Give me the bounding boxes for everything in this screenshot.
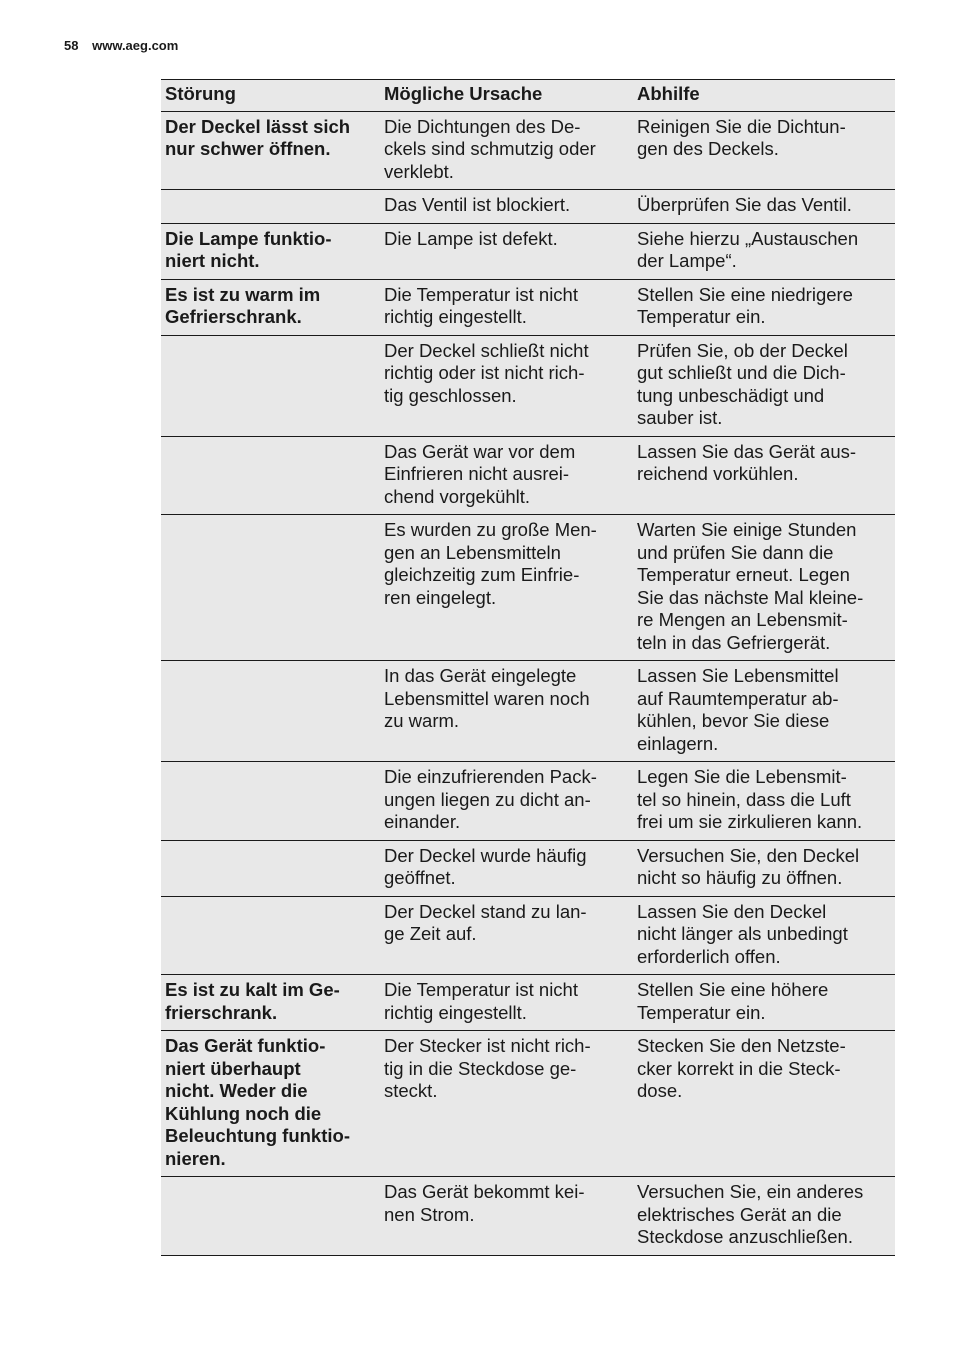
cause-cell: Der Deckel schließt nicht richtig oder ist nicht rich- tig geschlossen.: [380, 335, 633, 436]
cause-cell: Das Gerät bekommt kei- nen Strom.: [380, 1177, 633, 1256]
remedy-cell: Stellen Sie eine niedrigere Temperatur ein.: [633, 279, 895, 335]
table-row: [161, 111, 895, 190]
table-row: [161, 762, 895, 841]
problem-cell: [161, 190, 380, 224]
remedy-cell: Reinigen Sie die Dichtun- gen des Deckels.: [633, 111, 895, 190]
problem-cell: Es ist zu warm im Gefrierschrank.: [161, 279, 380, 335]
problem-cell: [161, 335, 380, 436]
remedy-cell: Versuchen Sie, ein anderes elektrisches Gerät an die Steckdose anzuschließen.: [633, 1177, 895, 1256]
cause-cell: Das Gerät war vor dem Einfrieren nicht ausrei- chend vorgekühlt.: [380, 436, 633, 515]
problem-cell: Die Lampe funktio- niert nicht.: [161, 223, 380, 279]
site-url: www.aeg.com: [92, 38, 179, 53]
table-row: [161, 896, 895, 975]
cause-cell: Der Deckel stand zu lan- ge Zeit auf.: [380, 896, 633, 975]
problem-cell: Das Gerät funktio- niert überhaupt nicht. Weder die Kühlung noch die Beleuchtung funktio- nieren.: [161, 1031, 380, 1177]
table-row: [161, 279, 895, 335]
table-header-row: [161, 80, 895, 112]
remedy-cell: Stecken Sie den Netzste- cker korrekt in die Steck- dose.: [633, 1031, 895, 1177]
remedy-cell: Legen Sie die Lebensmit- tel so hinein, dass die Luft frei um sie zirkulieren kann.: [633, 762, 895, 841]
table-row: [161, 661, 895, 762]
remedy-cell: Lassen Sie den Deckel nicht länger als unbedingt erforderlich offen.: [633, 896, 895, 975]
problem-cell: Es ist zu kalt im Ge- frierschrank.: [161, 975, 380, 1031]
cause-cell: Die Temperatur ist nicht richtig eingestellt.: [380, 975, 633, 1031]
table-row: [161, 1031, 895, 1177]
remedy-cell: Überprüfen Sie das Ventil.: [633, 190, 895, 224]
cause-cell: Es wurden zu große Men- gen an Lebensmitteln gleichzeitig zum Einfrie- ren eingelegt.: [380, 515, 633, 661]
cause-cell: Die Dichtungen des De- ckels sind schmutzig oder verklebt.: [380, 111, 633, 190]
table-row: [161, 223, 895, 279]
remedy-cell: Stellen Sie eine höhere Temperatur ein.: [633, 975, 895, 1031]
page-number: 58: [64, 38, 79, 53]
cause-cell: Der Deckel wurde häufig geöffnet.: [380, 840, 633, 896]
table-row: [161, 840, 895, 896]
remedy-cell: Lassen Sie das Gerät aus- reichend vorkühlen.: [633, 436, 895, 515]
problem-cell: Der Deckel lässt sich nur schwer öffnen.: [161, 111, 380, 190]
cause-cell: Der Stecker ist nicht rich- tig in die Steckdose ge- steckt.: [380, 1031, 633, 1177]
table-row: [161, 975, 895, 1031]
column-header-problem: Störung: [161, 80, 380, 112]
problem-cell: [161, 436, 380, 515]
table-row: [161, 436, 895, 515]
page-header: [64, 38, 178, 53]
remedy-cell: Versuchen Sie, den Deckel nicht so häufig zu öffnen.: [633, 840, 895, 896]
problem-cell: [161, 661, 380, 762]
remedy-cell: Warten Sie einige Stunden und prüfen Sie dann die Temperatur erneut. Legen Sie das nächste Mal kleine- re Mengen an Lebensmit- teln in das Gefriergerät.: [633, 515, 895, 661]
remedy-cell: Siehe hierzu „Austauschen der Lampe“.: [633, 223, 895, 279]
cause-cell: Die einzufrierenden Pack- ungen liegen zu dicht an- einander.: [380, 762, 633, 841]
column-header-cause: Mögliche Ursache: [380, 80, 633, 112]
problem-cell: [161, 896, 380, 975]
column-header-remedy: Abhilfe: [633, 80, 895, 112]
cause-cell: In das Gerät eingelegte Lebensmittel waren noch zu warm.: [380, 661, 633, 762]
table-body: [161, 111, 895, 1255]
cause-cell: Die Temperatur ist nicht richtig eingestellt.: [380, 279, 633, 335]
problem-cell: [161, 515, 380, 661]
remedy-cell: Lassen Sie Lebensmittel auf Raumtemperatur ab- kühlen, bevor Sie diese einlagern.: [633, 661, 895, 762]
cause-cell: Die Lampe ist defekt.: [380, 223, 633, 279]
table-row: [161, 190, 895, 224]
table-row: [161, 335, 895, 436]
problem-cell: [161, 840, 380, 896]
problem-cell: [161, 1177, 380, 1256]
remedy-cell: Prüfen Sie, ob der Deckel gut schließt und die Dich- tung unbeschädigt und sauber ist.: [633, 335, 895, 436]
table-row: [161, 1177, 895, 1256]
problem-cell: [161, 762, 380, 841]
troubleshooting-table: [161, 79, 895, 1256]
cause-cell: Das Ventil ist blockiert.: [380, 190, 633, 224]
table-row: [161, 515, 895, 661]
